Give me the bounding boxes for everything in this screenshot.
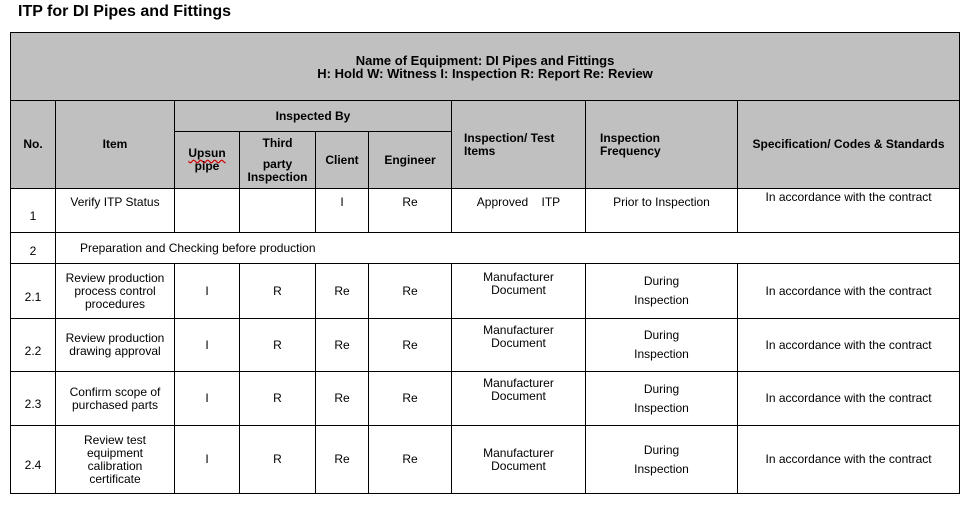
header-third-line1: Third <box>262 135 293 150</box>
cell-upsun: I <box>175 319 240 372</box>
cell-third: R <box>240 264 316 319</box>
header-test-items-line1: Inspection/ Test <box>464 130 555 145</box>
cell-client: I <box>316 189 369 233</box>
header-client: Client <box>316 132 369 189</box>
cell-test-b: Document <box>491 458 546 473</box>
cell-upsun <box>175 189 240 233</box>
cell-third: R <box>240 319 316 372</box>
cell-spec: In accordance with the contract <box>738 189 960 233</box>
cell-test-items <box>452 319 586 372</box>
header-upsun-line2: pipe <box>194 159 220 173</box>
cell-freq-b: Inspection <box>634 293 689 307</box>
cell-test-b: Document <box>491 283 546 297</box>
cell-spec: In accordance with the contract <box>738 264 960 319</box>
cell-no: 1 <box>11 189 56 233</box>
cell-engineer: Re <box>369 372 452 426</box>
cell-test-items <box>452 372 586 426</box>
cell-engineer: Re <box>369 264 452 319</box>
cell-no: 2.4 <box>11 426 56 494</box>
cell-test-a: Manufacturer <box>483 376 554 390</box>
cell-upsun: I <box>175 264 240 319</box>
header-frequency-line2: Frequency <box>600 143 661 158</box>
header-third-party <box>240 132 316 189</box>
cell-no: 2.3 <box>11 372 56 426</box>
cell-test-a: Manufacturer <box>483 323 554 337</box>
header-frequency <box>586 101 738 189</box>
cell-client: Re <box>316 372 369 426</box>
header-item: Item <box>56 101 175 189</box>
header-upsun-line1: Upsun <box>188 146 226 160</box>
table-row <box>11 372 960 426</box>
legend: H: Hold W: Witness I: Inspection R: Report Re: Review <box>317 65 653 81</box>
cell-no: 2.1 <box>11 264 56 319</box>
cell-freq-a: During <box>643 328 680 342</box>
table-row <box>11 426 960 494</box>
header-third-line3: Inspection <box>247 169 308 184</box>
cell-frequency <box>586 372 738 426</box>
cell-test-items <box>452 189 586 233</box>
cell-client: Re <box>316 426 369 494</box>
cell-test-a: Approved <box>476 195 529 209</box>
cell-engineer: Re <box>369 319 452 372</box>
cell-client: Re <box>316 319 369 372</box>
cell-engineer: Re <box>369 426 452 494</box>
header-third-line2: party <box>262 156 293 171</box>
cell-test-a: Manufacturer <box>483 270 554 284</box>
cell-frequency <box>586 264 738 319</box>
table-row <box>11 264 960 319</box>
cell-freq-b: Inspection <box>634 400 689 415</box>
cell-spec: In accordance with the contract <box>738 426 960 494</box>
cell-test-a: Manufacturer <box>483 445 554 460</box>
cell-freq-a: During <box>643 381 680 396</box>
header-test-items <box>452 101 586 189</box>
itp-table <box>10 32 960 494</box>
cell-freq-a: During <box>643 274 680 288</box>
table-banner-row <box>11 33 960 101</box>
cell-client: Re <box>316 264 369 319</box>
cell-test-b: Document <box>491 336 546 350</box>
equipment-name: Name of Equipment: DI Pipes and Fittings <box>355 52 615 68</box>
document-title: ITP for DI Pipes and Fittings <box>18 3 232 20</box>
cell-item: Confirm scope of purchased parts <box>56 372 175 426</box>
cell-test-items <box>452 264 586 319</box>
cell-test-b: Document <box>491 389 546 403</box>
cell-frequency <box>586 319 738 372</box>
header-no: No. <box>11 101 56 189</box>
cell-item: Review production process control procedures <box>56 264 175 319</box>
cell-test-items <box>452 426 586 494</box>
cell-third <box>240 189 316 233</box>
cell-spec: In accordance with the contract <box>738 372 960 426</box>
cell-no: 2 <box>11 233 56 264</box>
table-row <box>11 319 960 372</box>
cell-item: Review production drawing approval <box>56 319 175 372</box>
cell-third: R <box>240 372 316 426</box>
cell-freq-b: Inspection <box>634 461 689 476</box>
table-banner <box>11 33 960 101</box>
cell-third: R <box>240 426 316 494</box>
cell-freq-b: Inspection <box>634 347 689 361</box>
cell-frequency <box>586 426 738 494</box>
header-test-items-line2: Items <box>464 143 496 158</box>
header-spec: Specification/ Codes & Standards <box>738 101 960 189</box>
cell-freq-a: During <box>643 442 680 457</box>
cell-upsun: I <box>175 426 240 494</box>
cell-item: Verify ITP Status <box>56 189 175 233</box>
cell-section-title: Preparation and Checking before production <box>56 233 960 264</box>
table-row <box>11 189 960 233</box>
cell-no: 2.2 <box>11 319 56 372</box>
cell-frequency: Prior to Inspection <box>586 189 738 233</box>
cell-test-b: ITP <box>541 195 561 209</box>
header-engineer: Engineer <box>369 132 452 189</box>
header-upsun <box>175 132 240 189</box>
cell-spec: In accordance with the contract <box>738 319 960 372</box>
cell-item: Review test equipment calibration certificate <box>56 426 175 494</box>
cell-engineer: Re <box>369 189 452 233</box>
header-frequency-line1: Inspection <box>600 130 661 145</box>
header-row-1 <box>11 101 960 132</box>
header-inspected-by: Inspected By <box>175 101 452 132</box>
table-row-section <box>11 233 960 264</box>
cell-upsun: I <box>175 372 240 426</box>
